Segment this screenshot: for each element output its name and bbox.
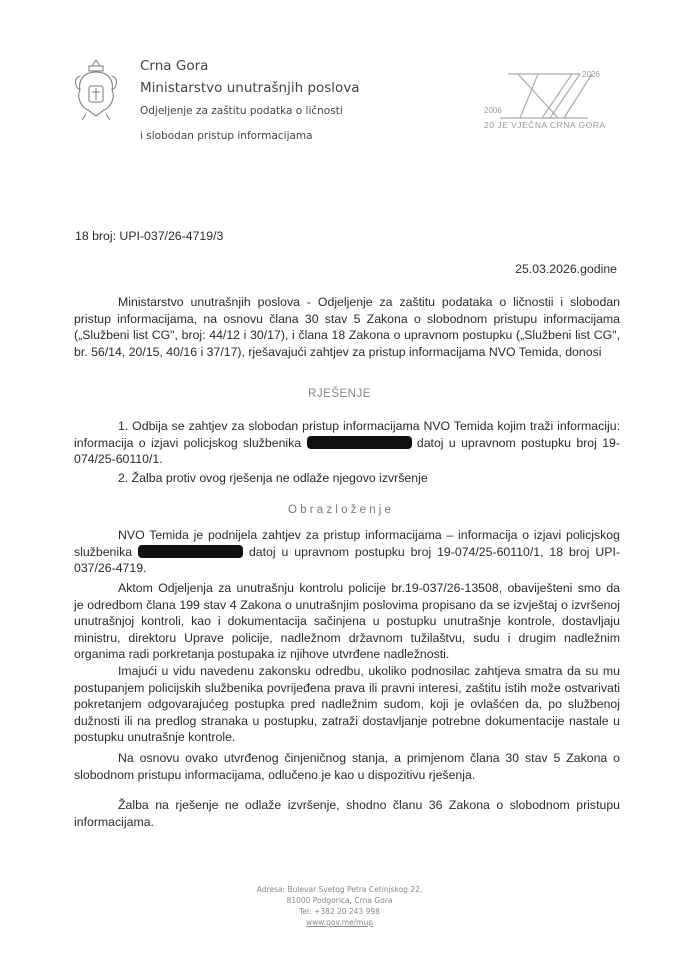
reasoning-heading: O b r a z l o ž e n j e <box>288 504 391 516</box>
stamp-year: 2026 <box>582 70 600 79</box>
footer-phone: Tel: +382 20 243 998 <box>299 907 380 916</box>
decision-item-1 <box>74 418 620 468</box>
text-line: („Službeni list CG", broj: 44/12 i 30/17), i člana 18 Zakona o upravnom postupku („Službeni list CG", <box>74 328 620 343</box>
reasoning-paragraph-2 <box>74 580 620 663</box>
text-line: postupku unutrašnje kontrole. <box>74 730 236 745</box>
text-line: je odredbom člana 199 stav 4 Zakona o unutrašnjim poslovima propisano da se izvještaj o izvršenoj <box>74 597 620 612</box>
text-line <box>74 544 620 561</box>
footer-address-block <box>0 884 679 928</box>
text-line: br. 56/14, 20/15, 40/16 i 37/17), rješavajući zahtjev za pristup informacijama NVO Temida, donosi <box>74 344 602 359</box>
footer-web-link[interactable]: www.gov.me/mup <box>306 918 373 927</box>
decision-heading: RJEŠENJE <box>308 388 371 400</box>
anniversary-stamp-logo <box>480 62 610 138</box>
reasoning-paragraph-1 <box>74 527 620 577</box>
text-line <box>74 527 620 544</box>
text-line <box>74 451 620 468</box>
text-line: Žalba na rješenje ne odlaže izvršenje, shodno članu 36 Zakona o slobodnom pristupu <box>118 798 620 812</box>
line-text: NVO Temida je podnijela zahtjev za pristup informacijama – informacija o izjavi policjskog <box>118 528 620 542</box>
line-text: 1. Odbija se zahtjev za slobodan pristup informacijama NVO Temida kojim traži informaciju: <box>118 419 620 433</box>
decision-item-2: 2. Žalba protiv ovog rješenja ne odlaže njegovo izvršenje <box>118 471 428 485</box>
text-line: Ministarstvo unutrašnjih poslova - Odjeljenje za zaštitu podataka o ličnostii i slobodan <box>118 295 620 309</box>
text-line: Na osnovu ovako utvrđenog činjeničnog stanja, a primjenom člana 30 stav 5 Zakona o <box>118 751 620 765</box>
text-line: slobodnom pristupu informacijama, odlučeno je kao u dispozitivu rješenja. <box>74 767 476 782</box>
redacted-name-block <box>307 436 412 449</box>
footer-address: Adresa: Bulevar Svetog Petra Cetinjskog 22, <box>256 885 423 894</box>
line-text: datoj u upravnom postupku broj 19- <box>416 435 620 450</box>
text-line <box>74 418 620 435</box>
header-department-line2: i slobodan pristup informacijama <box>140 130 313 142</box>
line-text: 037/26-4719. <box>74 561 147 576</box>
reference-number: 18 broj: UPI-037/26-4719/3 <box>75 229 224 243</box>
reasoning-paragraph-4 <box>74 750 620 783</box>
reasoning-paragraph-3 <box>74 663 620 746</box>
coat-of-arms-icon <box>74 58 118 124</box>
text-line: organima radi porkretanja postupaka iz njihove utvrđene nadležnosti. <box>74 647 450 662</box>
header-country: Crna Gora <box>140 58 209 74</box>
text-line: pristup informacijama, na osnovu člana 30 stav 5 Zakona o slobodnom pristupu informacijama <box>74 311 620 326</box>
text-line: dužnosti ili na predlog stranaka u postupku, zatraži dostavljanje potrebne dokumentacije nastale u <box>74 713 620 728</box>
line-text: informacija o izjavi policjskog službenika <box>74 435 302 450</box>
footer-city: 81000 Podgorica, Crna Gora <box>286 896 393 905</box>
text-line: unutrašnjoj kontroli, kao i dokumentacija sačinjena u postupku unutrašnje kontrole, dostavljaju <box>74 614 620 629</box>
text-line <box>74 560 620 577</box>
reasoning-paragraph-5 <box>74 797 620 830</box>
stamp-caption: 20 JE VJEČNA CRNA GORA <box>484 120 606 130</box>
redacted-name-block <box>138 545 243 558</box>
line-text: datoj u upravnom postupku broj 19-074/25-60110/1, 18 broj UPI- <box>248 544 621 559</box>
line-text: 074/25-60110/1. <box>74 452 163 467</box>
document-date: 25.03.2026.godine <box>515 262 617 276</box>
text-line: informacijama. <box>74 814 154 829</box>
intro-paragraph <box>74 294 620 360</box>
header-department-line1: Odjeljenje za zaštitu podatka o ličnosti <box>140 105 343 117</box>
text-line: postupanjem policijskih službenika povrijeđena prava ili pravni interesi, zaštitu istih može ostvarivati <box>74 680 620 695</box>
text-line: ministru, direktoru Uprave policije, nadležnom državnom tužilaštvu, sudu i drugim nadležnim <box>74 630 620 645</box>
text-line: Aktom Odjeljenja za unutrašnju kontrolu policije br.19-037/26-13508, obaviješteni smo da <box>118 581 620 595</box>
text-line <box>74 435 620 452</box>
line-text: službenika <box>74 544 133 559</box>
text-line: pokretanjem odgovarajućeg postupka pred nadležnim sudom, koji je ovlašćen da, po službenoj <box>74 697 620 712</box>
header-ministry: Ministarstvo unutrašnjih poslova <box>140 80 360 96</box>
stamp-year-left: 2006 <box>484 106 502 115</box>
text-line: Imajući u vidu navedenu zakonsku odredbu, ukoliko podnosilac zahtjeva smatra da su mu <box>118 664 620 678</box>
